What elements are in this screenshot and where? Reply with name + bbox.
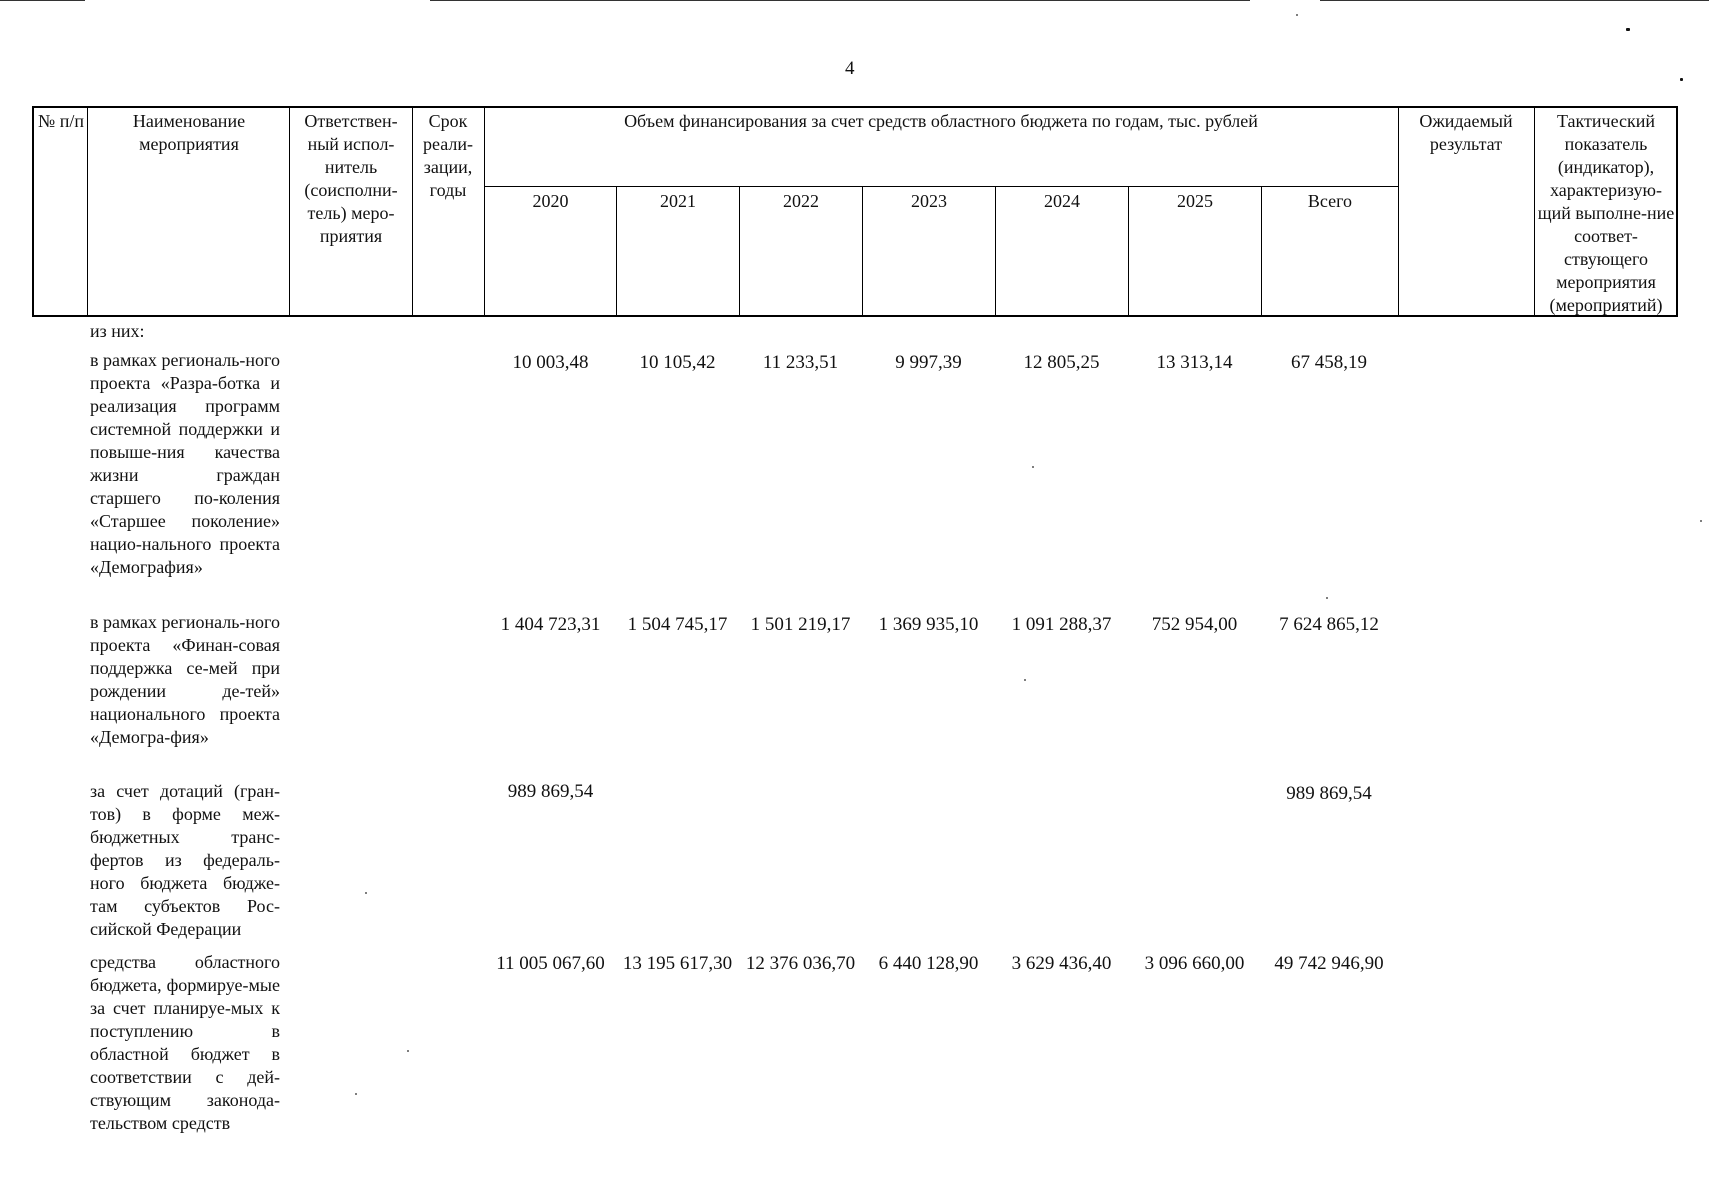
intro-label: из них:: [90, 321, 145, 341]
year-2021: 2021: [660, 191, 696, 211]
row-value-total: 49 742 946,90: [1274, 953, 1384, 974]
row-value-2021: 13 195 617,30: [622, 953, 733, 974]
row-value-2024: 12 805,25: [1023, 352, 1100, 373]
row-value-2022: 1 501 219,17: [750, 614, 851, 635]
row-value-2024: 3 629 436,40: [1011, 953, 1112, 974]
scan-speck: [1700, 520, 1702, 522]
row-name: средства областного бюджета, формируе-мые за счет планируе-мых к поступлению в областной бюджет в соответствии с дей-ствующим законода-тельством средств: [90, 952, 280, 1133]
row-value-2023: 9 997,39: [895, 352, 962, 373]
row-value-2021: 10 105,42: [639, 352, 716, 373]
scan-speck: [1326, 597, 1328, 599]
row-value-2025: 752 954,00: [1151, 614, 1238, 635]
row-value-2020: 10 003,48: [512, 352, 589, 373]
scan-speck: [1296, 14, 1298, 16]
scan-edge-line: [1320, 0, 1709, 1]
header-financing: Объем финансирования за счет средств областного бюджета по годам, тыс. рублей: [624, 111, 1258, 131]
row-value-2020: 1 404 723,31: [500, 614, 601, 635]
row-value-total: 989 869,54: [1286, 783, 1372, 804]
header-expected: Ожидаемый результат: [1419, 111, 1513, 154]
row-value-total: 7 624 865,12: [1279, 614, 1379, 635]
row-value-2022: 12 376 036,70: [745, 953, 856, 974]
scan-edge-line: [430, 0, 1250, 1]
table-header: [32, 106, 1678, 317]
row-value-2024: 1 091 288,37: [1011, 614, 1112, 635]
row-value-2020: 11 005 067,60: [496, 953, 605, 974]
row-value-2022: 11 233,51: [762, 352, 839, 373]
scan-speck: [1626, 28, 1630, 31]
row-value-2021: 1 504 745,17: [627, 614, 728, 635]
row-value-2025: 3 096 660,00: [1144, 953, 1245, 974]
header-term: Срок реали-зации, годы: [423, 111, 473, 200]
row-name: за счет дотаций (гран-тов) в форме меж-бюджетных транс-фертов из федераль-ного бюджета бюдже-там субъектов Рос-сийской Федерации: [90, 781, 280, 939]
row-name: в рамках региональ-ного проекта «Финан-совая поддержка се-мей при рождении де-тей» национального проекта «Демогра-фия»: [90, 612, 280, 747]
row-name: в рамках региональ-ного проекта «Разра-ботка и реализация программ системной поддержки и повыше-ния качества жизни граждан старшего по-коления «Старшее поколение» нацио-нального проекта «Демография»: [90, 350, 280, 577]
header-responsible: Ответствен-ный испол-нитель (соисполни-тель) меро-приятия: [304, 111, 398, 246]
scan-speck: [407, 1050, 409, 1052]
header-no: № п/п: [38, 111, 84, 131]
header-indicator: Тактический показатель (индикатор), характеризую-щий выполне-ние соответ-ствующего мероприятия (мероприятий): [1537, 111, 1675, 315]
scan-speck: [1680, 78, 1683, 81]
scan-speck: [365, 892, 367, 894]
page-number: 4: [845, 58, 855, 79]
row-value-2023: 1 369 935,10: [878, 614, 979, 635]
year-2025: 2025: [1177, 191, 1213, 211]
header-name: Наименование мероприятия: [132, 111, 246, 154]
row-value-2020: 989 869,54: [507, 781, 594, 802]
row-value-2025: 13 313,14: [1156, 352, 1233, 373]
scan-edge-line: [0, 0, 85, 1]
year-2020: 2020: [532, 191, 569, 211]
year-2023: 2023: [911, 191, 947, 211]
scan-speck: [355, 1093, 357, 1095]
scan-speck: [1032, 466, 1034, 468]
row-value-total: 67 458,19: [1291, 352, 1367, 373]
year-2024: 2024: [1044, 191, 1080, 211]
year-2022: 2022: [783, 191, 819, 211]
scan-speck: [1024, 679, 1026, 681]
row-value-2023: 6 440 128,90: [878, 953, 979, 974]
year-total: Всего: [1307, 191, 1353, 211]
